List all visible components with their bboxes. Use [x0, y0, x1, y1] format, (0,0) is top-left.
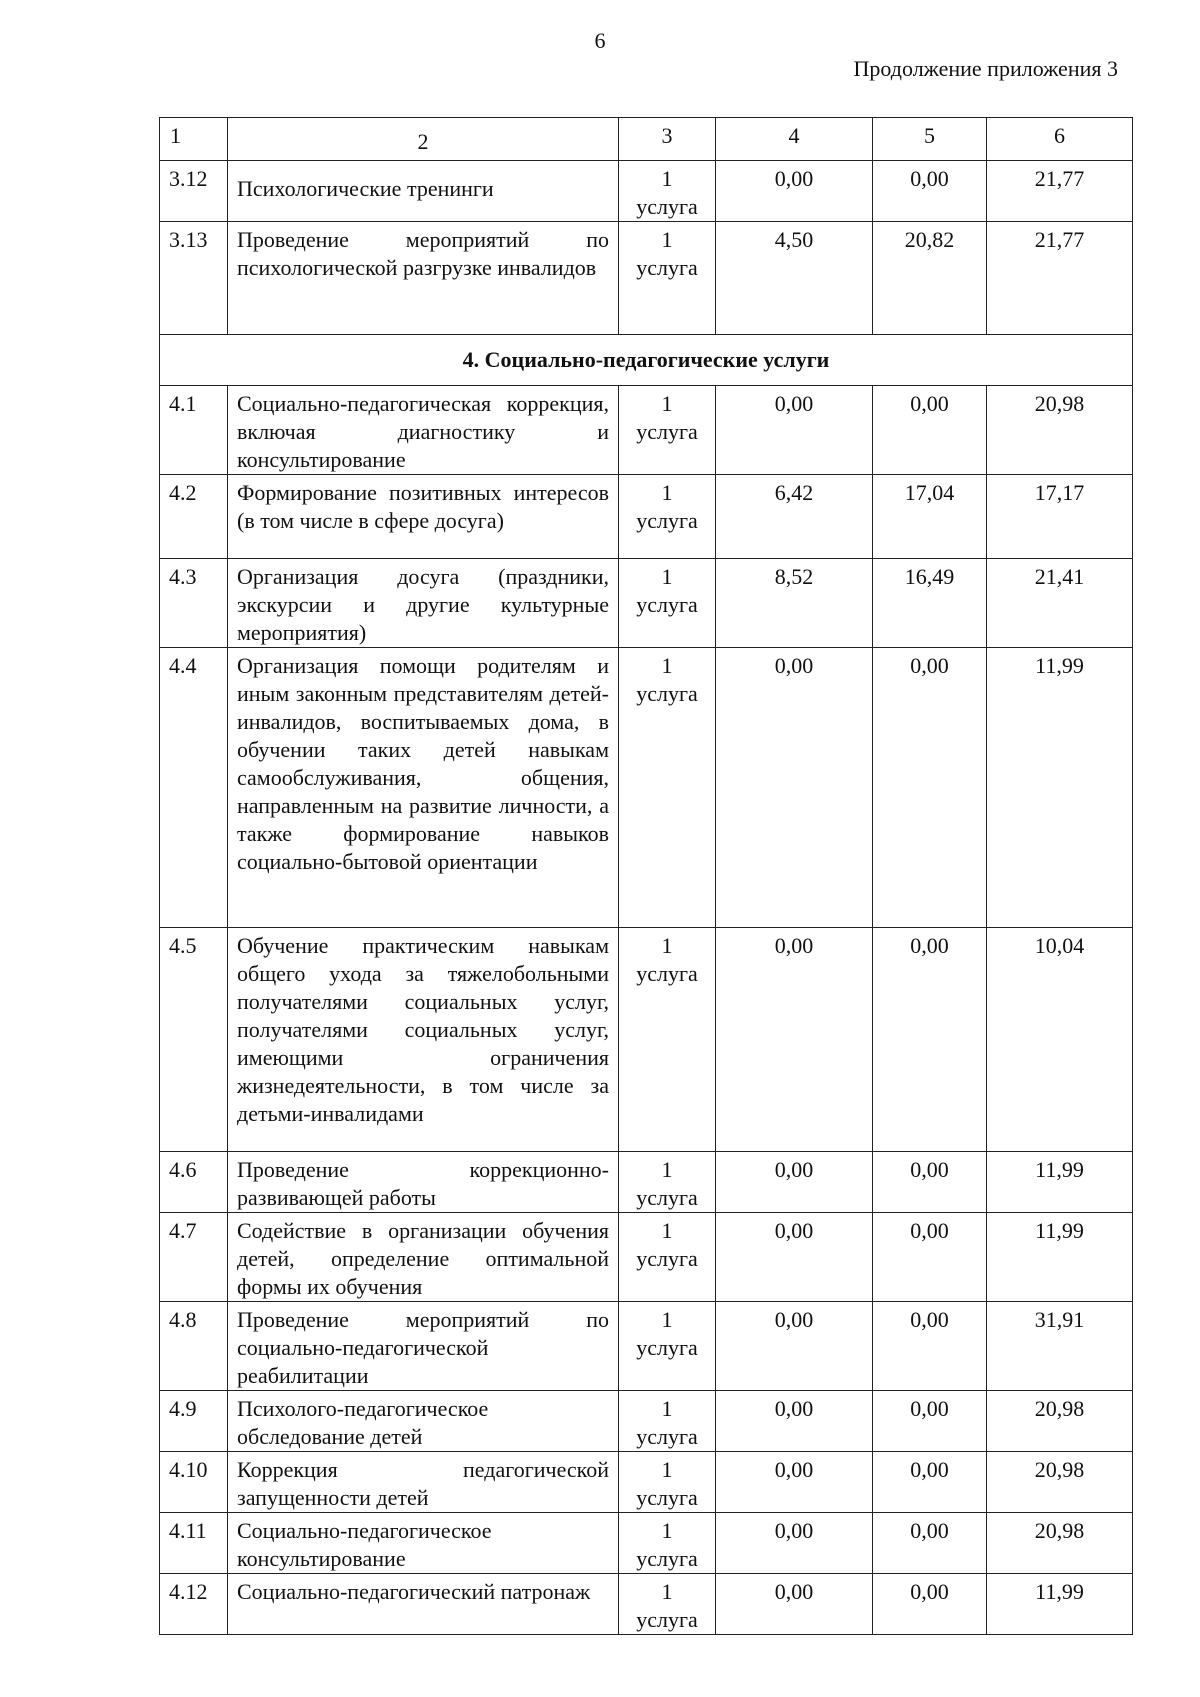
table-row — [160, 559, 1133, 648]
row-col4: 0,00 — [716, 648, 873, 928]
row-service-name: Организация помощи родителям и иным законным представителям детей-инвалидов, воспитываемых дома, в обучении таких детей навыкам самообслуживания, общения, направленным на развитие личности, а также формирование навыков социально-бытовой ориентации — [228, 648, 619, 928]
section-title: 4. Социально-педагогические услуги — [160, 335, 1133, 386]
row-col5: 0,00 — [873, 386, 987, 475]
table-row — [160, 1391, 1133, 1452]
row-unit: 1 услуга — [619, 1152, 716, 1213]
table-row — [160, 1452, 1133, 1513]
row-col6: 11,99 — [987, 1152, 1133, 1213]
row-unit: 1 услуга — [619, 928, 716, 1152]
row-unit: 1 услуга — [619, 1513, 716, 1574]
row-col5: 16,49 — [873, 559, 987, 648]
row-col4: 0,00 — [716, 1152, 873, 1213]
row-service-name: Проведение мероприятий по психологической разгрузке инвалидов — [228, 222, 619, 335]
continuation-label: Продолжение приложения 3 — [853, 56, 1118, 81]
row-col4: 0,00 — [716, 1391, 873, 1452]
row-service-name: Организация досуга (праздники, экскурсии и другие культурные мероприятия) — [228, 559, 619, 648]
row-col5: 17,04 — [873, 475, 987, 559]
page-number: 6 — [594, 28, 606, 53]
row-service-name: Содействие в организации обучения детей, определение оптимальной формы их обучения — [228, 1213, 619, 1302]
row-col4: 0,00 — [716, 1452, 873, 1513]
row-col6: 20,98 — [987, 1391, 1133, 1452]
row-col4: 0,00 — [716, 1302, 873, 1391]
row-col5: 0,00 — [873, 1513, 987, 1574]
row-col5: 0,00 — [873, 1452, 987, 1513]
row-col6: 17,17 — [987, 475, 1133, 559]
table-row — [160, 161, 1133, 222]
row-col5: 0,00 — [873, 1152, 987, 1213]
row-unit: 1 услуга — [619, 648, 716, 928]
row-unit: 1 услуга — [619, 1452, 716, 1513]
row-col4: 0,00 — [716, 1213, 873, 1302]
row-number: 4.2 — [160, 475, 228, 559]
row-number: 4.6 — [160, 1152, 228, 1213]
row-number: 3.12 — [160, 161, 228, 222]
row-service-name: Проведение коррекционно-развивающей работы — [228, 1152, 619, 1213]
row-col5: 0,00 — [873, 161, 987, 222]
row-unit: 1 услуга — [619, 559, 716, 648]
row-col6: 21,41 — [987, 559, 1133, 648]
table-row — [160, 1213, 1133, 1302]
row-unit: 1 услуга — [619, 222, 716, 335]
header-cell: 5 — [873, 118, 987, 161]
row-col5: 20,82 — [873, 222, 987, 335]
row-col5: 0,00 — [873, 1574, 987, 1635]
row-col5: 0,00 — [873, 1213, 987, 1302]
row-unit: 1 услуга — [619, 475, 716, 559]
row-service-name: Обучение практическим навыкам общего ухода за тяжелобольными получателями социальных услуг, получателями социальных услуг, имеющими ограничения жизнедеятельности, в том числе за детьми-инвалидами — [228, 928, 619, 1152]
row-number: 3.13 — [160, 222, 228, 335]
row-service-name: Проведение мероприятий по социально-педагогической реабилитации — [228, 1302, 619, 1391]
row-number: 4.9 — [160, 1391, 228, 1452]
table-row — [160, 1152, 1133, 1213]
table-row — [160, 386, 1133, 475]
row-col4: 0,00 — [716, 1574, 873, 1635]
row-col4: 0,00 — [716, 161, 873, 222]
row-col5: 0,00 — [873, 1302, 987, 1391]
table-row — [160, 928, 1133, 1152]
table-row — [160, 1574, 1133, 1635]
row-col5: 0,00 — [873, 1391, 987, 1452]
header-cell: 4 — [716, 118, 873, 161]
row-number: 4.4 — [160, 648, 228, 928]
row-number: 4.12 — [160, 1574, 228, 1635]
table-row — [160, 222, 1133, 335]
table-row — [160, 1302, 1133, 1391]
row-col6: 21,77 — [987, 222, 1133, 335]
header-cell: 3 — [619, 118, 716, 161]
row-number: 4.1 — [160, 386, 228, 475]
row-col4: 0,00 — [716, 386, 873, 475]
row-col6: 20,98 — [987, 386, 1133, 475]
row-col4: 6,42 — [716, 475, 873, 559]
row-service-name: Социально-педагогический патронаж — [228, 1574, 619, 1635]
row-unit: 1 услуга — [619, 161, 716, 222]
row-unit: 1 услуга — [619, 1213, 716, 1302]
row-col6: 20,98 — [987, 1452, 1133, 1513]
table-header-row — [160, 118, 1133, 161]
row-col4: 0,00 — [716, 928, 873, 1152]
header-cell: 6 — [987, 118, 1133, 161]
table-row — [160, 648, 1133, 928]
row-number: 4.10 — [160, 1452, 228, 1513]
table-row — [160, 1513, 1133, 1574]
row-col4: 4,50 — [716, 222, 873, 335]
row-number: 4.11 — [160, 1513, 228, 1574]
table-row — [160, 475, 1133, 559]
row-unit: 1 услуга — [619, 1391, 716, 1452]
row-col4: 0,00 — [716, 1513, 873, 1574]
row-unit: 1 услуга — [619, 1574, 716, 1635]
row-service-name: Формирование позитивных интересов (в том числе в сфере досуга) — [228, 475, 619, 559]
section-header-row — [160, 335, 1133, 386]
header-cell: 1 — [160, 118, 228, 161]
row-service-name: Коррекция педагогической запущенности детей — [228, 1452, 619, 1513]
row-col6: 10,04 — [987, 928, 1133, 1152]
header-cell: 2 — [228, 118, 619, 161]
row-col5: 0,00 — [873, 648, 987, 928]
row-number: 4.3 — [160, 559, 228, 648]
row-col6: 31,91 — [987, 1302, 1133, 1391]
row-number: 4.8 — [160, 1302, 228, 1391]
row-col6: 11,99 — [987, 1213, 1133, 1302]
row-col6: 21,77 — [987, 161, 1133, 222]
row-number: 4.7 — [160, 1213, 228, 1302]
row-col5: 0,00 — [873, 928, 987, 1152]
row-unit: 1 услуга — [619, 1302, 716, 1391]
row-unit: 1 услуга — [619, 386, 716, 475]
services-table — [159, 117, 1133, 1635]
row-col6: 11,99 — [987, 648, 1133, 928]
row-service-name: Социально-педагогическое консультирование — [228, 1513, 619, 1574]
row-col6: 11,99 — [987, 1574, 1133, 1635]
row-number: 4.5 — [160, 928, 228, 1152]
row-service-name: Психологические тренинги — [228, 161, 619, 222]
row-col6: 20,98 — [987, 1513, 1133, 1574]
row-service-name: Социально-педагогическая коррекция, включая диагностику и консультирование — [228, 386, 619, 475]
row-col4: 8,52 — [716, 559, 873, 648]
row-service-name: Психолого-педагогическое обследование детей — [228, 1391, 619, 1452]
